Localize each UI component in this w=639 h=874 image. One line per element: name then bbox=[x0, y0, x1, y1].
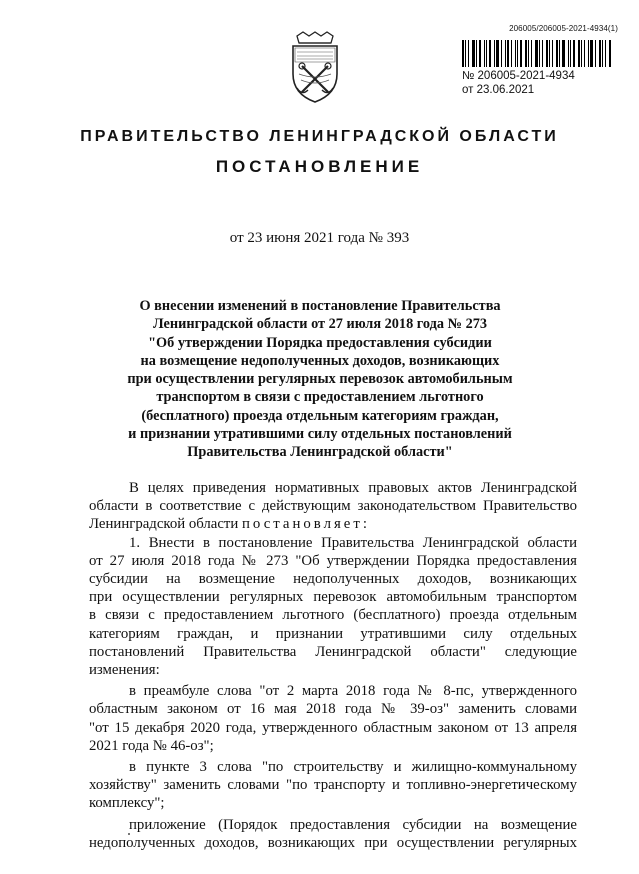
decree-word: постановляет bbox=[242, 516, 363, 533]
subject-line: транспортом в связи с предоставлением льготного bbox=[156, 389, 484, 406]
subject-line: Ленинградской области от 27 июля 2018 года № 273 bbox=[152, 316, 488, 333]
document-subject bbox=[110, 297, 530, 462]
barcode-bar bbox=[546, 40, 548, 67]
item-1-line: категориям граждан, и признании утратившими силу отдельных bbox=[89, 625, 577, 642]
barcode-bar bbox=[542, 40, 543, 67]
document-date: от 23 июня 2021 года № 393 bbox=[229, 230, 410, 246]
subject-line: и признании утратившими силу отдельных постановлений bbox=[128, 426, 512, 443]
barcode-bar bbox=[599, 40, 601, 67]
subject-line: О внесении изменений в постановление Правительства bbox=[139, 298, 501, 314]
document-id-stamp: 206005/206005-2021-4934(1) bbox=[509, 24, 618, 33]
item-1-line: субсидии на возмещение недополученных доходов, возникающих bbox=[89, 571, 577, 588]
item-1-line: 1. Внести в постановление Правительства Ленинградской области bbox=[129, 534, 577, 551]
change-2-line: хозяйству" заменить словами "по транспорту и топливно-энергетическому bbox=[89, 777, 577, 794]
barcode-bar bbox=[507, 40, 509, 67]
barcode-bar bbox=[556, 40, 558, 67]
barcode-bar bbox=[531, 40, 532, 67]
barcode-bar bbox=[595, 40, 596, 67]
barcode-bar bbox=[535, 40, 538, 67]
barcode-bar bbox=[468, 40, 469, 67]
subject-line: "Об утверждении Порядка предоставления субсидии bbox=[148, 334, 492, 351]
barcode-bar bbox=[570, 40, 571, 67]
subject-line: Правительства Ленинградской области" bbox=[187, 444, 453, 461]
barcode-bar bbox=[549, 40, 550, 67]
document-type: ПОСТАНОВЛЕНИЕ bbox=[215, 157, 424, 176]
barcode-bar bbox=[590, 40, 593, 67]
change-2-line: в пункте 3 слова "по строительству и жилищно-коммунальному bbox=[129, 759, 577, 776]
barcode-bar bbox=[552, 40, 553, 67]
barcode-bar bbox=[581, 40, 582, 67]
barcode-bar bbox=[472, 40, 475, 67]
document-body bbox=[89, 479, 577, 852]
barcode-bar bbox=[559, 40, 560, 67]
barcode-bar bbox=[588, 40, 589, 67]
barcode-bar bbox=[525, 40, 527, 67]
government-title: ПРАВИТЕЛЬСТВО ЛЕНИНГРАДСКОЙ ОБЛАСТИ bbox=[80, 128, 559, 145]
barcode-bar bbox=[568, 40, 569, 67]
leningrad-oblast-coat-of-arms-icon bbox=[285, 30, 345, 104]
item-1-line: постановлений Правительства Ленинградской области" следующие bbox=[89, 643, 577, 660]
item-1-line: от 27 июля 2018 года № 273 "Об утверждении Порядка предоставления bbox=[89, 552, 577, 569]
change-3-line: недополученных доходов, возникающих при осуществлении регулярных bbox=[89, 834, 577, 851]
barcode-bar bbox=[609, 40, 611, 67]
barcode-bar bbox=[501, 40, 502, 67]
barcode-bar bbox=[489, 40, 491, 67]
change-1-line: "от 15 декабря 2020 года, утвержденного областным законом от 13 апреля bbox=[89, 719, 577, 736]
subject-line: (бесплатного) проезда отдельным категориям граждан, bbox=[141, 407, 499, 424]
change-1-line: областным законом от 16 мая 2018 года № 39-оз" заменить словами bbox=[89, 701, 577, 718]
change-3-line: приложение (Порядок предоставления субсидии на возмещение bbox=[129, 816, 577, 833]
item-1-line: в связи с предоставлением льготного (бесплатного) проезда отдельным bbox=[89, 607, 577, 624]
change-1-line: 2021 года № 46-оз"; bbox=[89, 737, 214, 754]
barcode-bar bbox=[602, 40, 603, 67]
barcode-bar bbox=[578, 40, 580, 67]
barcode-bar bbox=[476, 40, 477, 67]
subject-line: при осуществлении регулярных перевозок автомобильным bbox=[127, 371, 513, 388]
barcode-bar bbox=[515, 40, 516, 67]
subject-line: на возмещение недополученных доходов, возникающих bbox=[140, 352, 500, 369]
barcode-bar bbox=[496, 40, 499, 67]
preamble-line: В целях приведения нормативных правовых актов Ленинградской bbox=[129, 480, 577, 496]
change-2-line: комплексу"; bbox=[89, 795, 165, 812]
barcode-bar bbox=[511, 40, 512, 67]
barcode-bar bbox=[479, 40, 481, 67]
registration-number: № 206005-2021-4934 bbox=[462, 70, 575, 82]
barcode-bar bbox=[465, 40, 466, 67]
item-1-line: при осуществлении регулярных перевозок автомобильным транспортом bbox=[89, 589, 577, 606]
barcode-bar bbox=[584, 40, 585, 67]
barcode-bar bbox=[573, 40, 575, 67]
barcode-bar bbox=[484, 40, 485, 67]
barcode-icon bbox=[462, 40, 617, 67]
scan-dot bbox=[128, 833, 130, 835]
preamble-colon: : bbox=[362, 516, 367, 533]
barcode-bar bbox=[605, 40, 606, 67]
barcode-bar bbox=[528, 40, 529, 67]
barcode-bar bbox=[494, 40, 495, 67]
barcode-bar bbox=[517, 40, 518, 67]
barcode-bar bbox=[462, 40, 464, 67]
item-1-line: изменения: bbox=[89, 662, 160, 679]
barcode-bar bbox=[486, 40, 487, 67]
barcode-bar bbox=[505, 40, 506, 67]
preamble-line bbox=[89, 515, 577, 533]
registration-block bbox=[462, 69, 575, 97]
change-1-line: в преамбуле слова "от 2 марта 2018 года № 8-пс, утвержденного bbox=[129, 683, 577, 700]
barcode-bar bbox=[520, 40, 522, 67]
preamble-line: области в соответствие с действующим законодательством Правительство bbox=[89, 498, 577, 515]
barcode-bar bbox=[539, 40, 540, 67]
preamble-text: Ленинградской области bbox=[89, 516, 243, 533]
registration-date: от 23.06.2021 bbox=[462, 84, 535, 96]
barcode-bar bbox=[562, 40, 565, 67]
